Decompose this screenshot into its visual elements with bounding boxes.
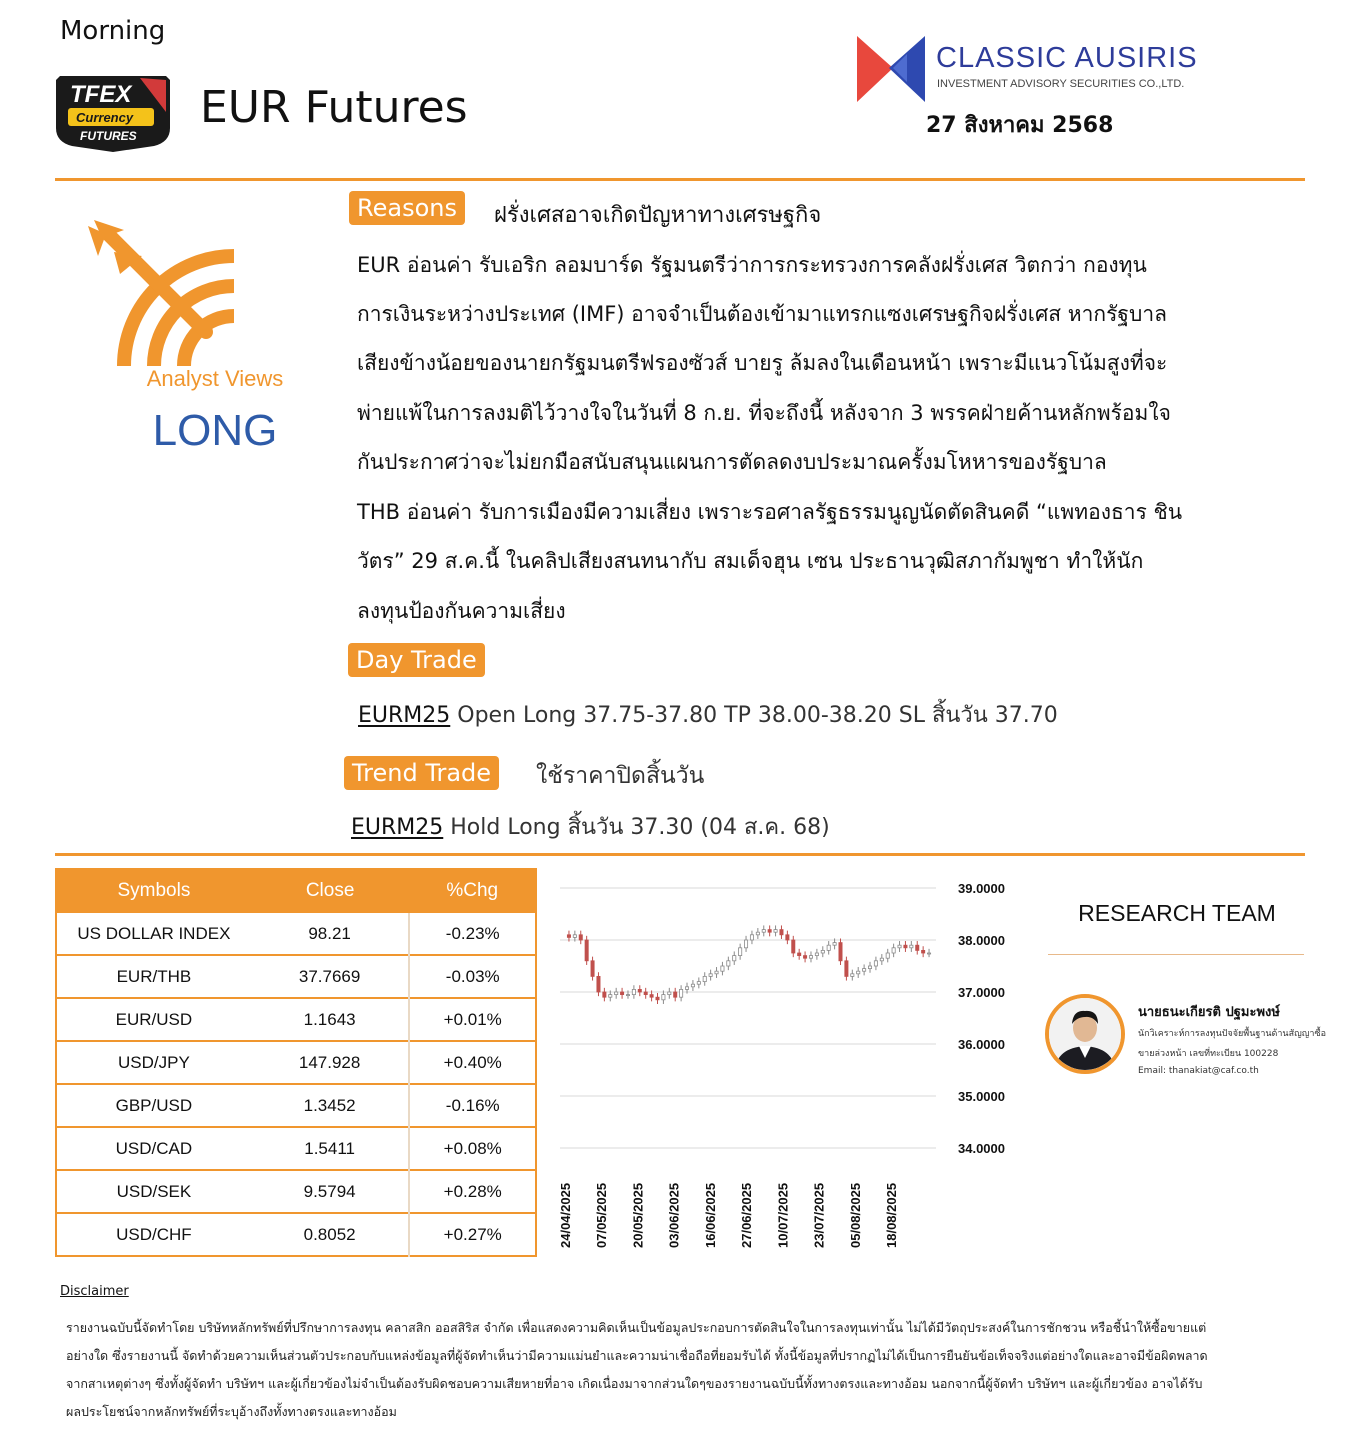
candle-body bbox=[927, 953, 930, 954]
candle-body bbox=[780, 930, 783, 935]
candle-body bbox=[750, 935, 753, 940]
table-row bbox=[56, 1213, 536, 1256]
eur-thb-candlestick-chart bbox=[548, 872, 1038, 1264]
reason-line: ลงทุนป้องกันความเสี่ยง bbox=[357, 599, 566, 623]
candle-body bbox=[815, 953, 818, 956]
candle-body bbox=[863, 969, 866, 972]
x-tick-label: 20/05/2025 bbox=[630, 1182, 646, 1248]
reason-line: พ่ายแพ้ในการลงมติไว้วางใจในวันที่ 8 ก.ย. ที่จะถึงนี้ หลังจาก 3 พรรคฝ่ายค้านหลักพร้อมใจ bbox=[357, 401, 1171, 425]
tfex-logo-line1: TFEX bbox=[70, 81, 132, 108]
trend-trade-symbol: EURM25 bbox=[351, 815, 444, 840]
x-tick-label: 03/06/2025 bbox=[666, 1182, 682, 1248]
chg-cell: +0.01% bbox=[409, 998, 536, 1041]
x-tick-label: 10/07/2025 bbox=[775, 1182, 791, 1248]
table-row bbox=[56, 912, 536, 955]
candle-body bbox=[768, 930, 771, 933]
symbol-cell: USD/SEK bbox=[56, 1170, 251, 1213]
table-row bbox=[56, 998, 536, 1041]
candle-body bbox=[638, 989, 641, 992]
analyst-role: นักวิเคราะห์การลงทุนปัจจัยพื้นฐานด้านสัญญาซื้อ bbox=[1138, 1029, 1326, 1039]
candle-body bbox=[922, 950, 925, 953]
reason-line: THB อ่อนค่า รับการเมืองมีความเสี่ยง เพราะรอศาลรัฐธรรมนูญนัดตัดสินคดี “แพทองธาร ชิน bbox=[357, 500, 1183, 524]
candle-body bbox=[833, 943, 836, 946]
candle-body bbox=[721, 966, 724, 971]
table-row bbox=[56, 1170, 536, 1213]
x-tick-label: 07/05/2025 bbox=[594, 1182, 610, 1248]
analyst-license: ขายล่วงหน้า เลขที่ทะเบียน 100228 bbox=[1138, 1049, 1279, 1059]
candle-body bbox=[674, 992, 677, 997]
chg-cell: +0.40% bbox=[409, 1041, 536, 1084]
candle-body bbox=[839, 943, 842, 961]
candle-body bbox=[892, 948, 895, 953]
candle-body bbox=[603, 992, 606, 997]
candle-body bbox=[620, 992, 623, 995]
edition-label: Morning bbox=[60, 16, 166, 46]
close-cell: 98.21 bbox=[251, 912, 410, 955]
candle-body bbox=[733, 956, 736, 961]
candle-body bbox=[874, 961, 877, 966]
trend-trade-tag: Trend Trade bbox=[344, 756, 499, 790]
candle-body bbox=[809, 956, 812, 959]
analyst-views-label: Analyst Views bbox=[146, 366, 284, 391]
candle-body bbox=[591, 961, 594, 977]
close-cell: 37.7669 bbox=[251, 955, 410, 998]
symbol-cell: USD/CAD bbox=[56, 1127, 251, 1170]
candle-body bbox=[579, 935, 582, 940]
candle-body bbox=[904, 945, 907, 948]
header-divider bbox=[55, 178, 1305, 181]
candle-body bbox=[821, 950, 824, 953]
reason-line: กันประกาศว่าจะไม่ยกมือสนับสนุนแผนการตัดลดงบประมาณครั้งมโหหารของรัฐบาล bbox=[357, 450, 1107, 474]
symbol-cell: USD/JPY bbox=[56, 1041, 251, 1084]
reasons-headline: ฝรั่งเศสอาจเกิดปัญหาทางเศรษฐกิจ bbox=[494, 203, 822, 228]
disclaimer-line: รายงานฉบับนี้จัดทำโดย บริษัทหลักทรัพย์ที่ปรึกษาการลงทุน คลาสสิก ออสสิริส จำกัด เพื่อแสดงความคิดเห็นเป็นข้อมูลประกอบการตัดสินใจในการลงทุนเท่านั้น ไม่ได้มีวัตถุประสงค์ในการชักชวน หรือชี้นำให้ซื้อขายแต่ bbox=[66, 1320, 1207, 1335]
tfex-currency-futures-logo bbox=[54, 72, 172, 154]
chg-cell: -0.16% bbox=[409, 1084, 536, 1127]
candle-body bbox=[573, 935, 576, 938]
candle-body bbox=[715, 971, 718, 974]
table-header-row bbox=[56, 869, 536, 912]
day-trade-symbol: EURM25 bbox=[358, 703, 451, 728]
disclaimer-title: Disclaimer bbox=[60, 1284, 129, 1299]
research-divider bbox=[1048, 954, 1304, 955]
section-divider bbox=[55, 853, 1305, 856]
chg-cell: -0.03% bbox=[409, 955, 536, 998]
x-tick-label: 27/06/2025 bbox=[739, 1182, 755, 1248]
chg-cell: +0.28% bbox=[409, 1170, 536, 1213]
candle-body bbox=[762, 930, 765, 933]
x-tick-label: 16/06/2025 bbox=[702, 1182, 718, 1248]
reason-line: เสียงข้างน้อยของนายกรัฐมนตรีฟรองซัวส์ บายรู ล้มลงในเดือนหน้า เพราะมีแนวโน้มสูงที่จะ bbox=[357, 351, 1168, 375]
reason-line: วัตร” 29 ส.ค.นี้ ในคลิปเสียงสนทนากับ สมเด็จฮุน เซน ประธานวุฒิสภากัมพูชา ทำให้นัก bbox=[357, 549, 1144, 573]
research-team-title: RESEARCH TEAM bbox=[1078, 900, 1276, 926]
candle-body bbox=[662, 995, 665, 1000]
candle-body bbox=[597, 976, 600, 992]
tfex-logo-line3: FUTURES bbox=[80, 129, 137, 143]
header-chg: %Chg bbox=[409, 869, 536, 912]
y-tick-label: 39.0000 bbox=[958, 881, 1005, 896]
y-tick-label: 35.0000 bbox=[958, 1089, 1005, 1104]
trend-trade-text: Hold Long สิ้นวัน 37.30 (04 ส.ค. 68) bbox=[450, 815, 830, 840]
disclaimer-line: ผลประโยชน์จากหลักทรัพย์ที่ระบุอ้างถึงทั้งทางตรงและทางอ้อม bbox=[66, 1404, 397, 1419]
close-cell: 147.928 bbox=[251, 1041, 410, 1084]
candle-body bbox=[774, 930, 777, 933]
candle-body bbox=[886, 953, 889, 958]
symbol-cell: EUR/THB bbox=[56, 955, 251, 998]
candle-body bbox=[644, 992, 647, 995]
candle-body bbox=[916, 945, 919, 950]
candle-body bbox=[827, 945, 830, 950]
table-row bbox=[56, 1127, 536, 1170]
candle-body bbox=[845, 961, 848, 977]
candle-body bbox=[727, 961, 730, 966]
candle-body bbox=[668, 992, 671, 995]
close-cell: 1.3452 bbox=[251, 1084, 410, 1127]
report-date: 27 สิงหาคม 2568 bbox=[926, 113, 1114, 138]
chg-cell: -0.23% bbox=[409, 912, 536, 955]
broker-subtitle: INVESTMENT ADVISORY SECURITIES CO.,LTD. bbox=[937, 78, 1185, 90]
day-trade-text: Open Long 37.75-37.80 TP 38.00-38.20 SL สิ้นวัน 37.70 bbox=[457, 703, 1058, 728]
candle-body bbox=[615, 992, 618, 995]
trend-trade-line bbox=[351, 809, 830, 844]
analyst-stance: LONG bbox=[152, 406, 278, 455]
candle-body bbox=[680, 989, 683, 997]
candle-body bbox=[792, 940, 795, 953]
symbol-cell: GBP/USD bbox=[56, 1084, 251, 1127]
candle-body bbox=[910, 945, 913, 948]
candle-body bbox=[567, 935, 570, 938]
chg-cell: +0.27% bbox=[409, 1213, 536, 1256]
candle-body bbox=[898, 945, 901, 948]
reason-line: การเงินระหว่างประเทศ (IMF) อาจจำเป็นต้องเข้ามาแทรกแซงเศรษฐกิจฝรั่งเศส หากรัฐบาล bbox=[357, 302, 1168, 326]
candle-body bbox=[697, 982, 700, 985]
candle-body bbox=[691, 984, 694, 987]
candle-body bbox=[585, 940, 588, 961]
day-trade-tag: Day Trade bbox=[348, 643, 485, 677]
candle-body bbox=[739, 948, 742, 956]
market-table bbox=[55, 868, 537, 1257]
symbol-cell: US DOLLAR INDEX bbox=[56, 912, 251, 955]
candle-body bbox=[868, 966, 871, 969]
disclaimer-line: จากสาเหตุต่างๆ ซึ่งทั้งผู้จัดทำ บริษัทฯ และผู้เกี่ยวข้องไม่จำเป็นต้องรับผิดชอบความเสียหายที่อาจ เกิดเนื่องมาจากส่วนใดๆของรายงานฉบับนี้ทั้งทางตรงและทางอ้อม นอกจากนี้ผู้จัดทำ บริษัทฯ และผู้เกี่ยวข้อง อาจได้รับ bbox=[66, 1376, 1203, 1391]
x-tick-label: 24/04/2025 bbox=[558, 1182, 573, 1248]
trend-trade-note: ใช้ราคาปิดสิ้นวัน bbox=[536, 763, 705, 789]
tfex-logo-line2: Currency bbox=[76, 110, 134, 125]
candle-body bbox=[709, 974, 712, 977]
close-cell: 1.1643 bbox=[251, 998, 410, 1041]
close-cell: 0.8052 bbox=[251, 1213, 410, 1256]
chg-cell: +0.08% bbox=[409, 1127, 536, 1170]
analyst-photo bbox=[1045, 994, 1125, 1074]
close-cell: 1.5411 bbox=[251, 1127, 410, 1170]
symbol-cell: EUR/USD bbox=[56, 998, 251, 1041]
candle-body bbox=[803, 956, 806, 959]
candle-body bbox=[656, 997, 659, 1000]
table-row bbox=[56, 1041, 536, 1084]
reason-line: EUR อ่อนค่า รับเอริก ลอมบาร์ด รัฐมนตรีว่าการกระทรวงการคลังฝรั่งเศส วิตกว่า กองทุน bbox=[357, 253, 1147, 277]
header-symbols: Symbols bbox=[56, 869, 251, 912]
y-tick-label: 38.0000 bbox=[958, 933, 1005, 948]
candle-body bbox=[685, 987, 688, 990]
y-tick-label: 36.0000 bbox=[958, 1037, 1005, 1052]
candle-body bbox=[626, 995, 629, 996]
page-title: EUR Futures bbox=[200, 82, 468, 133]
candle-body bbox=[880, 958, 883, 961]
analyst-email[interactable]: Email: thanakiat@caf.co.th bbox=[1138, 1066, 1259, 1076]
day-trade-line bbox=[358, 697, 1058, 732]
candle-body bbox=[703, 976, 706, 981]
candle-body bbox=[798, 953, 801, 956]
close-cell: 9.5794 bbox=[251, 1170, 410, 1213]
candle-body bbox=[857, 971, 860, 974]
x-tick-label: 23/07/2025 bbox=[811, 1182, 827, 1248]
candle-body bbox=[744, 940, 747, 948]
candle-body bbox=[756, 932, 759, 935]
x-tick-label: 18/08/2025 bbox=[884, 1182, 899, 1248]
analyst-name: นายธนะเกียรติ ปฐมะพงษ์ bbox=[1138, 1005, 1280, 1020]
candle-body bbox=[650, 995, 653, 998]
table-row bbox=[56, 1084, 536, 1127]
header-close: Close bbox=[251, 869, 410, 912]
candle-body bbox=[851, 974, 854, 977]
x-tick-label: 05/08/2025 bbox=[847, 1182, 863, 1248]
target-arrow-icon bbox=[84, 216, 296, 376]
candle-body bbox=[632, 989, 635, 994]
broker-name: CLASSIC AUSIRIS bbox=[936, 42, 1198, 74]
candle-body bbox=[609, 995, 612, 998]
y-tick-label: 34.0000 bbox=[958, 1141, 1005, 1156]
candle-body bbox=[786, 935, 789, 940]
table-row bbox=[56, 955, 536, 998]
classic-ausiris-logo bbox=[855, 32, 927, 104]
y-tick-label: 37.0000 bbox=[958, 985, 1005, 1000]
reasons-tag: Reasons bbox=[349, 191, 465, 225]
disclaimer-line: อย่างใด ซึ่งรายงานนี้ จัดทำด้วยความเห็นส่วนตัวประกอบกับแหล่งข้อมูลที่ผู้จัดทำเห็นว่ามีความแม่นยำและความน่าเชื่อถือที่ยอมรับได้ ทั้งนี้ข้อมูลที่ปรากฏไม่ได้เป็นการยืนยันข้อเท็จจริงแต่อย่างใดและอาจมีข้อผิดพลาด bbox=[66, 1348, 1208, 1363]
symbol-cell: USD/CHF bbox=[56, 1213, 251, 1256]
